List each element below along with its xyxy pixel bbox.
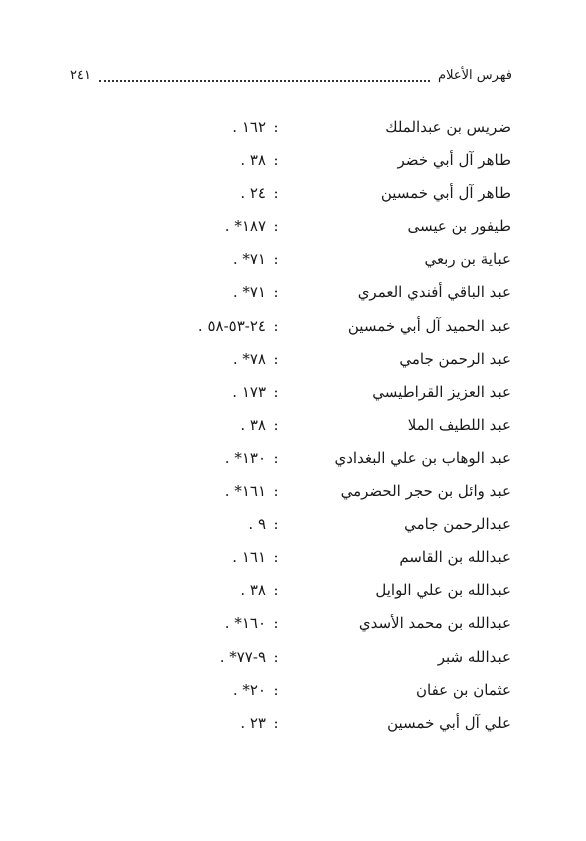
entry-name: عبدالله بن علي الوايل — [375, 581, 511, 600]
index-entry — [0, 344, 586, 377]
index-entry — [0, 377, 586, 410]
entry-name: طيفور بن عيسى — [407, 217, 511, 236]
entry-pages: ٢٣ . — [240, 713, 266, 732]
entry-colon: : — [273, 283, 279, 302]
entry-pages: ٣٨ . — [240, 581, 266, 600]
entry-colon: : — [273, 515, 279, 534]
index-entry — [0, 642, 586, 675]
entry-colon: : — [273, 647, 279, 666]
index-entry — [0, 211, 586, 244]
index-entry — [0, 277, 586, 310]
entry-name: عبد اللطيف الملا — [407, 415, 511, 434]
index-entries — [0, 112, 586, 741]
entry-pages: ١٦١ . — [232, 548, 266, 567]
entry-colon: : — [273, 680, 279, 699]
index-entry — [0, 476, 586, 509]
entry-name: طاهر آل أبي خمسين — [380, 184, 511, 203]
entry-colon: : — [273, 415, 279, 434]
running-header — [70, 64, 512, 86]
entry-colon: : — [273, 581, 279, 600]
entry-pages: ١٦١* . — [224, 482, 266, 501]
entry-pages: ٢٤ . — [240, 184, 266, 203]
entry-name: عبدالله شبر — [437, 647, 511, 666]
entry-pages: ١٨٧* . — [224, 217, 266, 236]
entry-name: ضريس بن عبدالملك — [385, 118, 511, 136]
entry-pages: ٢٤-٥٣-٥٨ . — [197, 316, 266, 335]
entry-pages: ١٦٢ . — [232, 118, 266, 136]
entry-colon: : — [273, 151, 279, 170]
entry-pages: ٩-٧٧* . — [219, 647, 266, 666]
entry-colon: : — [273, 118, 279, 136]
entry-colon: : — [273, 349, 279, 368]
entry-pages: ٧٨* . — [232, 349, 266, 368]
index-entry — [0, 311, 586, 344]
entry-pages: ٣٨ . — [240, 415, 266, 434]
entry-pages: ٣٨ . — [240, 151, 266, 170]
entry-colon: : — [273, 250, 279, 269]
entry-name: عبد العزيز القراطيسي — [372, 382, 511, 401]
entry-pages: ٧١* . — [232, 250, 266, 269]
entry-name: عبدالرحمن جامي — [404, 515, 511, 534]
entry-colon: : — [273, 316, 279, 335]
entry-name: عبدالله بن القاسم — [399, 548, 511, 567]
entry-name: عبدالله بن محمد الأسدي — [358, 614, 511, 633]
index-entry — [0, 608, 586, 641]
entry-colon: : — [273, 713, 279, 732]
entry-name: عباية بن ربعي — [424, 250, 511, 269]
entry-pages: ٩ . — [248, 515, 266, 534]
entry-name: علي آل أبي خمسين — [387, 713, 511, 732]
entry-colon: : — [273, 382, 279, 401]
index-entry — [0, 575, 586, 608]
entry-colon: : — [273, 184, 279, 203]
index-entry — [0, 443, 586, 476]
index-entry — [0, 145, 586, 178]
index-entry — [0, 509, 586, 542]
entry-name: طاهر آل أبي خضر — [397, 151, 511, 170]
entry-colon: : — [273, 217, 279, 236]
index-entry — [0, 708, 586, 741]
index-entry — [0, 244, 586, 277]
entry-pages: ٢٠* . — [232, 680, 266, 699]
index-entry — [0, 410, 586, 443]
entry-pages: ٧١* . — [232, 283, 266, 302]
header-dot-leader — [99, 72, 430, 82]
entry-name: عبد الحميد آل أبي خمسين — [347, 316, 511, 335]
entry-name: عبد وائل بن حجر الحضرمي — [340, 482, 511, 501]
entry-pages: ١٧٣ . — [232, 382, 266, 401]
entry-colon: : — [273, 614, 279, 633]
entry-colon: : — [273, 548, 279, 567]
entry-pages: ١٦٠* . — [224, 614, 266, 633]
entry-name: عبد الوهاب بن علي البغدادي — [334, 448, 511, 467]
index-entry — [0, 178, 586, 211]
index-entry — [0, 542, 586, 575]
header-title: فهرس الأعلام — [438, 67, 512, 83]
page-number: ٢٤١ — [70, 67, 91, 83]
entry-colon: : — [273, 482, 279, 501]
entry-name: عثمان بن عفان — [416, 680, 511, 699]
index-entry — [0, 112, 586, 145]
entry-name: عبد الباقي أفندي العمري — [357, 283, 511, 302]
entry-colon: : — [273, 448, 279, 467]
entry-name: عبد الرحمن جامي — [399, 349, 511, 368]
index-entry — [0, 675, 586, 708]
entry-pages: ١٣٠* . — [224, 448, 266, 467]
